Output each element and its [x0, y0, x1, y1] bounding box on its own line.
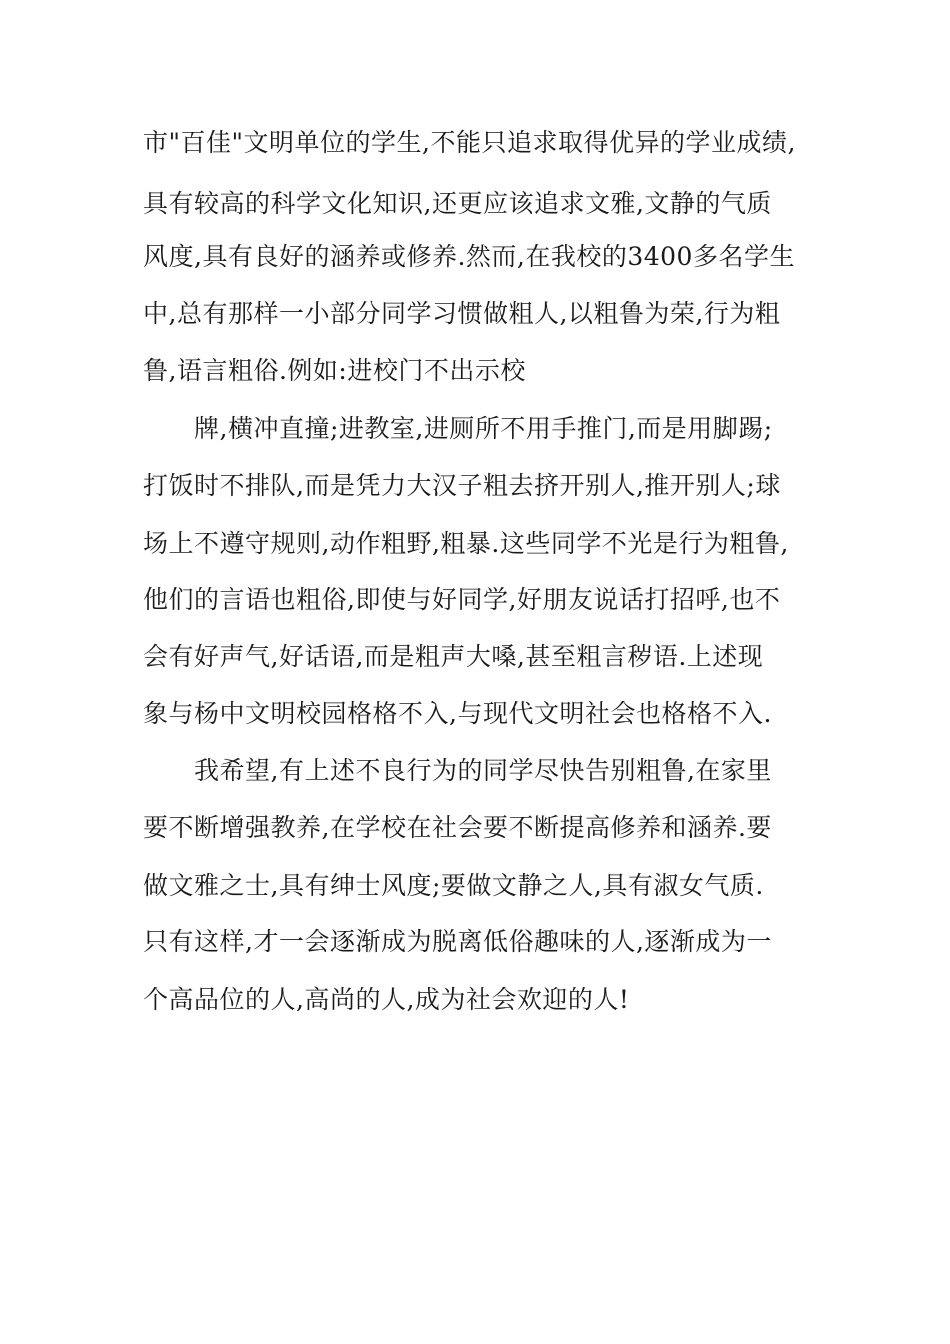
- paragraph-2-line-2: 打饭时不排队,而是凭力大汉子粗去挤开别人,推开别人;球: [143, 471, 781, 500]
- paragraph-2-line-5: 会有好声气,好话语,而是粗声大嗓,甚至粗言秽语.上述现: [143, 642, 764, 671]
- paragraph-1-line-2: 具有较高的科学文化知识,还更应该追求文雅,文静的气质: [143, 189, 772, 218]
- paragraph-2-line-4: 他们的言语也粗俗,即使与好同学,好朋友说话打招呼,也不: [143, 585, 781, 614]
- paragraph-3-line-4: 只有这样,才一会逐渐成为脱离低俗趣味的人,逐渐成为一: [143, 927, 772, 956]
- paragraph-3-line-1: 我希望,有上述不良行为的同学尽快告别粗鲁,在家里: [194, 756, 772, 785]
- paragraph-2-line-1: 牌,横冲直撞;进教室,进厕所不用手推门,而是用脚踢;: [194, 414, 773, 443]
- paragraph-2-line-3: 场上不遵守规则,动作粗野,粗暴.这些同学不光是行为粗鲁,: [143, 529, 789, 558]
- paragraph-1-line-5: 鲁,语言粗俗.例如:进校门不出示校: [143, 356, 526, 385]
- paragraph-3-line-3: 做文雅之士,具有绅士风度;要做文静之人,具有淑女气质.: [143, 871, 764, 900]
- paragraph-2-line-6: 象与杨中文明校园格格不入,与现代文明社会也格格不入.: [143, 699, 772, 728]
- paragraph-1-line-3: 风度,具有良好的涵养或修养.然而,在我校的3400多名学生: [143, 242, 795, 271]
- paragraph-1-line-1: 市"百佳"文明单位的学生,不能只追求取得优异的学业成绩,: [143, 128, 796, 157]
- paragraph-3-line-2: 要不断增强教养,在学校在社会要不断提高修养和涵养.要: [143, 813, 772, 842]
- paragraph-1-line-4: 中,总有那样一小部分同学习惯做粗人,以粗鲁为荣,行为粗: [143, 299, 781, 328]
- paragraph-3-line-5: 个高品位的人,高尚的人,成为社会欢迎的人!: [143, 985, 630, 1014]
